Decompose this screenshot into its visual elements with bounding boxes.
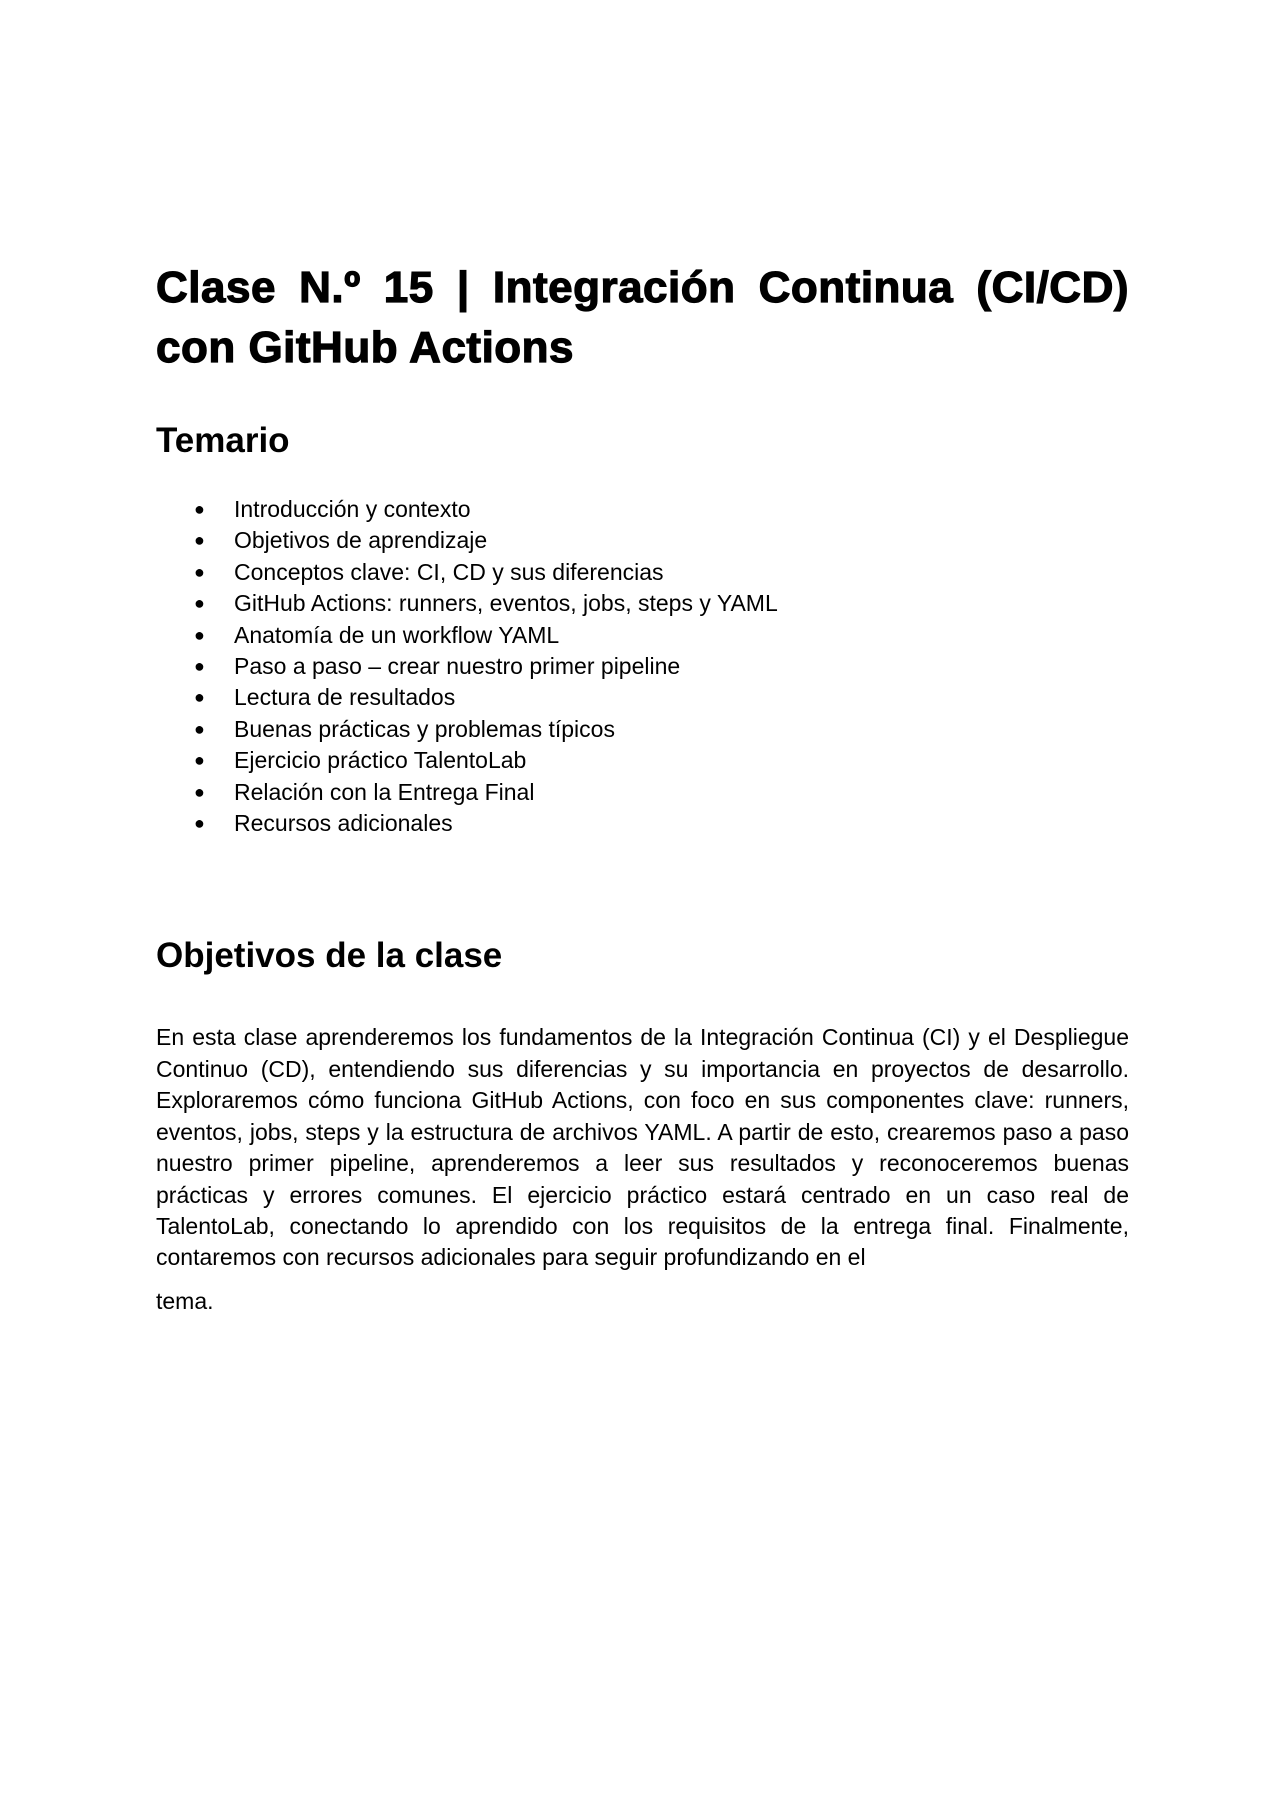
list-item [194,682,1129,713]
list-item [194,808,1129,839]
objetivos-paragraph-end: tema. [156,1287,214,1314]
list-item-text: Objetivos de aprendizaje [234,527,488,554]
list-item-text: Introducción y contexto [234,496,471,522]
list-item-text: Ejercicio práctico TalentoLab [234,747,527,774]
bullet-icon: ● [194,718,205,739]
list-item-text: Buenas prácticas y problemas típicos [234,715,615,742]
document-page [156,258,1129,1317]
list-item [194,525,1129,556]
temario-heading: Temario [156,421,290,460]
list-item-text: Paso a paso – crear nuestro primer pipeline [234,653,681,680]
objetivos-paragraph-body: En esta clase aprenderemos los fundamentos de la Integración Continua (CI) y el Despliegue Continuo (CD), entendiendo sus diferencias y su importancia en proyectos de desarrollo. Exploraremos cómo funciona GitHub Actions, con foco en sus componentes clave: runners, eventos, jobs, steps y la estructura de archivos YAML. A partir de esto, crearemos paso a paso nuestro primer pipeline, aprenderemos a leer sus resultados y reconoceremos buenas prácticas y errores comunes. El ejercicio práctico estará centrado en un caso real de TalentoLab, conectando lo aprendido con los requisitos de la entrega final. Finalmente, contaremos con recursos adicionales para seguir profundizando en el [156,1024,1129,1271]
bullet-icon: ● [194,687,205,708]
bullet-icon: ● [194,781,205,802]
bullet-icon: ● [194,593,205,614]
list-item [194,588,1129,619]
bullet-icon: ● [194,624,205,645]
objetivos-paragraph [156,1022,1129,1317]
list-item [194,620,1129,651]
list-item-text: Anatomía de un workflow YAML [234,621,560,648]
list-item [194,714,1129,745]
bullet-icon: ● [194,813,205,834]
list-item [194,557,1129,588]
list-item-text: Recursos adicionales [234,810,453,837]
bullet-icon: ● [194,561,205,582]
objetivos-heading: Objetivos de la clase [156,936,503,976]
bullet-icon: ● [194,499,205,519]
bullet-icon: ● [194,656,205,677]
bullet-icon: ● [194,530,205,551]
list-item-text: Lectura de resultados [234,684,456,711]
list-item [194,651,1129,682]
list-item [194,777,1129,808]
list-item-text: GitHub Actions: runners, eventos, jobs, steps y YAML [234,590,778,617]
temario-list [156,494,1129,839]
list-item [194,745,1129,776]
bullet-icon: ● [194,750,205,771]
list-item-text: Conceptos clave: CI, CD y sus diferencias [234,558,664,585]
list-item [194,494,1129,525]
document-title: Clase N.º 15 | Integración Continua (CI/CD) con GitHub Actions [156,263,1129,372]
list-item-text: Relación con la Entrega Final [234,778,535,805]
